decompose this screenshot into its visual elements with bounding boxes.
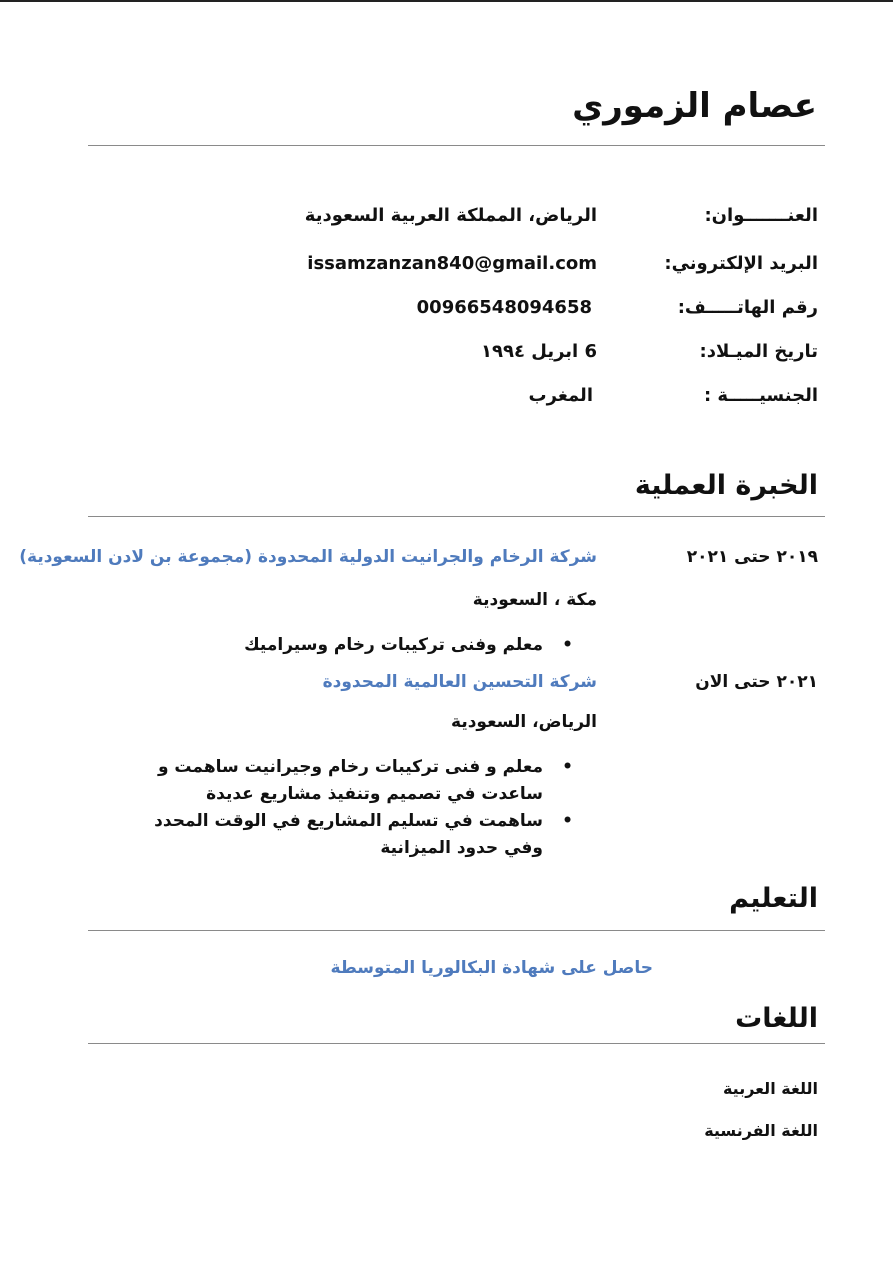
- address-value: الرياض، المملكة العربية السعودية: [304, 205, 597, 226]
- bullet-icon: •: [562, 811, 573, 831]
- divider-education: [88, 930, 825, 931]
- bullet-icon: •: [562, 757, 573, 777]
- birthdate-value: 6 ابريل ١٩٩٤: [481, 341, 597, 362]
- address-label: العنـــــــوان:: [704, 205, 818, 226]
- list-item: [131, 808, 597, 862]
- birthdate-label: تاريخ الميـلاد:: [699, 341, 818, 362]
- job-1-company: شركة الرخام والجرانيت الدولية المحدودة (مجموعة بن لادن السعودية): [19, 547, 597, 567]
- experience-heading: الخبرة العملية: [634, 470, 818, 501]
- candidate-name: عصام الزموري: [572, 86, 817, 126]
- nationality-value: المغرب: [528, 385, 593, 406]
- job-2-company: شركة التحسين العالمية المحدودة: [322, 672, 597, 692]
- email-label: البريد الإلكتروني:: [664, 253, 818, 274]
- list-item: [131, 754, 597, 808]
- education-item: حاصل على شهادة البكالوريا المتوسطة: [330, 958, 653, 978]
- duty-text: معلم و فنى تركيبات رخام وجيرانيت ساهمت و ساعدت في تصميم وتنفيذ مشاريع عديدة: [157, 757, 543, 804]
- divider-languages: [88, 1043, 825, 1044]
- divider-name: [88, 145, 825, 146]
- divider-experience: [88, 516, 825, 517]
- languages-heading: اللغات: [735, 1003, 818, 1034]
- nationality-label: الجنسيـــــة :: [703, 385, 818, 406]
- bullet-icon: •: [562, 635, 573, 655]
- duty-text: ساهمت في تسليم المشاريع في الوقت المحدد وفي حدود الميزانية: [154, 811, 543, 858]
- job-1-duties: [244, 632, 597, 659]
- list-item: [244, 632, 597, 659]
- job-2-duties: [131, 754, 597, 862]
- phone-label: رقم الهاتـــــف:: [677, 297, 818, 318]
- language-french: اللغة الفرنسية: [704, 1121, 818, 1140]
- job-1-period: ٢٠١٩ حتى ٢٠٢١: [686, 547, 818, 567]
- job-1-location: مكة ، السعودية: [472, 590, 597, 610]
- email-value: issamzanzan840@gmail.com: [307, 253, 597, 274]
- job-2-period: ٢٠٢١ حتى الان: [695, 672, 818, 692]
- education-heading: التعليم: [729, 883, 818, 914]
- page-top-border: [0, 0, 893, 2]
- duty-text: معلم وفنى تركيبات رخام وسيراميك: [244, 635, 543, 655]
- phone-value: 00966548094658: [416, 297, 592, 318]
- language-arabic: اللغة العربية: [722, 1079, 818, 1098]
- job-2-location: الرياض، السعودية: [451, 712, 597, 732]
